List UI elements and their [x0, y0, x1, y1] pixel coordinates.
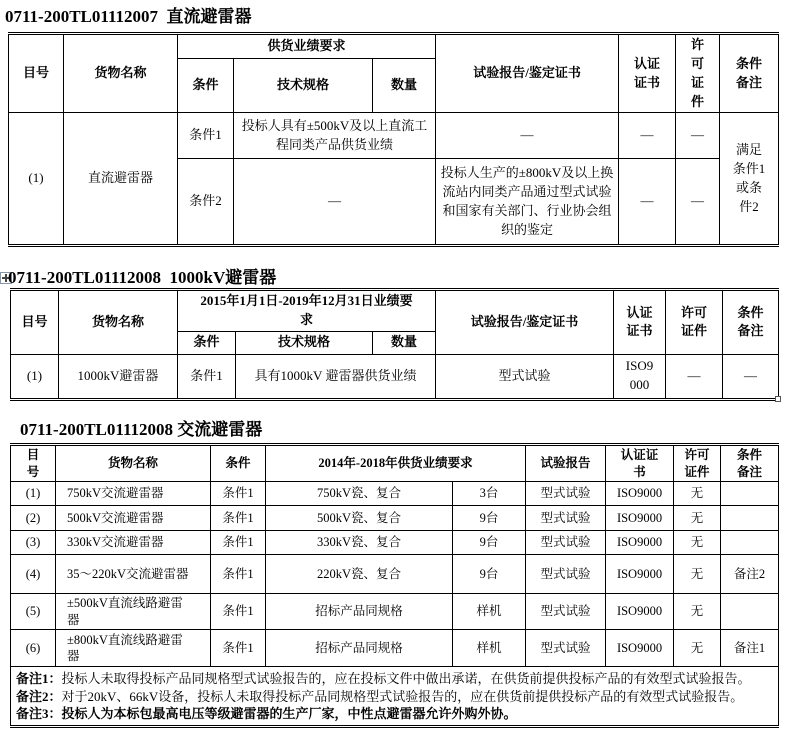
table-resize-handle-icon[interactable] — [775, 396, 781, 402]
cell-condition: 条件1 — [178, 354, 236, 399]
cell-goods-name: ±800kV直流线路避雷器 — [56, 630, 211, 667]
note-2 — [16, 688, 774, 706]
cell-spec: 招标产品同规格 — [266, 594, 453, 630]
header-quantity: 数量 — [373, 58, 436, 112]
cell-qty: 9台 — [453, 555, 526, 594]
header-test-report: 试验报告 — [526, 445, 606, 482]
cell-spec: 220kV瓷、复合 — [266, 555, 453, 594]
cell-certificate: ISO9000 — [606, 594, 674, 630]
table-1000kv-arrester — [10, 288, 779, 401]
cell-cond2-license: — — [676, 159, 720, 246]
cell-spec: 具有1000kV 避雷器供货业绩 — [236, 354, 436, 399]
header-quantity: 数量 — [373, 331, 436, 354]
cell-cond1-spec: 投标人具有±500kV及以上直流工程同类产品供货业绩 — [234, 113, 436, 159]
header-certificate: 认证证书 — [614, 290, 666, 355]
cell-cond2-certificate: — — [619, 159, 676, 246]
cell-qty: 3台 — [453, 482, 526, 506]
header-supply-group: 供货业绩要求 — [178, 34, 436, 59]
header-item-no: 目号 — [11, 290, 59, 355]
cell-item-no: (2) — [11, 506, 56, 531]
table-row — [11, 506, 779, 531]
cell-license: 无 — [674, 506, 721, 531]
cell-goods-name: 500kV交流避雷器 — [56, 506, 211, 531]
cell-remark: — — [723, 354, 779, 399]
note-3-text: 投标人为本标包最高电压等级避雷器的生产厂家，中性点避雷器允许外购外协。 — [61, 706, 517, 721]
cell-item-no: (5) — [11, 594, 56, 630]
cell-qty: 9台 — [453, 506, 526, 531]
cell-condition2: 条件2 — [178, 159, 234, 246]
section3-title: 0711-200TL01112008 交流避雷器 — [20, 420, 263, 439]
cell-test-report: 型式试验 — [526, 531, 606, 555]
cell-condition: 条件1 — [211, 630, 266, 667]
note-1 — [16, 670, 774, 688]
header-goods-name: 货物名称 — [64, 34, 178, 113]
cell-certificate: ISO9000 — [606, 506, 674, 531]
note-2-text: 对于20kV、66kV设备，投标人未取得投标产品同规格型式试验报告的，应在供货前提供投标产品的有效型式试验报告。 — [61, 688, 744, 704]
note-1-label: 备注1： — [16, 671, 62, 686]
header-license: 许可证件 — [666, 290, 723, 355]
header-license: 许可证件 — [674, 445, 721, 482]
cell-remark: 备注2 — [721, 555, 779, 594]
section2-title: 0711-200TL01112008 1000kV避雷器 — [8, 268, 277, 287]
header-item-no: 目号 — [11, 445, 56, 482]
cell-test-report: 型式试验 — [526, 506, 606, 531]
note-2-label: 备注2： — [16, 688, 62, 704]
cell-license: 无 — [674, 555, 721, 594]
cell-spec: 330kV瓷、复合 — [266, 531, 453, 555]
cell-condition: 条件1 — [211, 531, 266, 555]
cell-item-no: (1) — [11, 354, 59, 399]
cell-license: 无 — [674, 482, 721, 506]
cell-condition: 条件1 — [211, 555, 266, 594]
header-goods-name: 货物名称 — [56, 445, 211, 482]
notes-cell — [11, 667, 779, 727]
table-ac-arrester — [10, 443, 779, 728]
cell-test-report: 型式试验 — [526, 555, 606, 594]
cell-spec: 750kV瓷、复合 — [266, 482, 453, 506]
header-item-no: 目号 — [9, 34, 64, 113]
cell-goods-name: ±500kV直流线路避雷器 — [56, 594, 211, 630]
table-row — [11, 354, 779, 399]
cell-goods-name: 35～220kV交流避雷器 — [56, 555, 211, 594]
cell-test-report: 型式试验 — [436, 354, 614, 399]
header-remark: 条件备注 — [720, 34, 779, 113]
cell-spec: 500kV瓷、复合 — [266, 506, 453, 531]
note-3 — [16, 705, 774, 723]
header-supply-group: 2015年1月1日-2019年12月31日业绩要求 — [178, 290, 436, 332]
cell-cond1-license: — — [676, 113, 720, 159]
cell-goods-name: 直流避雷器 — [64, 113, 178, 246]
cell-condition: 条件1 — [211, 506, 266, 531]
cell-test-report: 型式试验 — [526, 594, 606, 630]
header-license: 许可证件 — [676, 34, 720, 113]
table-dc-arrester — [8, 32, 779, 247]
cell-condition: 条件1 — [211, 594, 266, 630]
cell-item-no: (3) — [11, 531, 56, 555]
cell-remark: 满足条件1或条件2 — [720, 113, 779, 246]
cell-item-no: (1) — [9, 113, 64, 246]
header-certificate: 认证证书 — [619, 34, 676, 113]
header-test-report: 试验报告/鉴定证书 — [436, 290, 614, 355]
table-row — [11, 594, 779, 630]
table-row — [11, 555, 779, 594]
cell-license: — — [666, 354, 723, 399]
cell-certificate: ISO9000 — [606, 630, 674, 667]
cell-goods-name: 330kV交流避雷器 — [56, 531, 211, 555]
header-goods-name: 货物名称 — [59, 290, 178, 355]
cell-item-no: (4) — [11, 555, 56, 594]
note-3-label: 备注3： — [16, 706, 62, 721]
header-tech-spec: 技术规格 — [236, 331, 373, 354]
notes-row — [11, 667, 779, 727]
cell-cond1-certificate: — — [619, 113, 676, 159]
note-1-text: 投标人未取得投标产品同规格型式试验报告的，应在投标文件中做出承诺，在供货前提供投标产品的有效型式试验报告。 — [61, 671, 751, 686]
cell-certificate: ISO9000 — [606, 555, 674, 594]
cell-qty: 样机 — [453, 630, 526, 667]
header-remark: 条件备注 — [723, 290, 779, 355]
header-condition: 条件 — [178, 331, 236, 354]
cell-goods-name: 1000kV避雷器 — [59, 354, 178, 399]
table-row — [11, 630, 779, 667]
cell-item-no: (6) — [11, 630, 56, 667]
header-test-report: 试验报告/鉴定证书 — [436, 34, 619, 113]
cell-remark: 备注1 — [721, 630, 779, 667]
cell-remark — [721, 531, 779, 555]
section1-title: 0711-200TL01112007 直流避雷器 — [5, 7, 252, 26]
cell-remark — [721, 594, 779, 630]
cell-qty: 样机 — [453, 594, 526, 630]
table-row — [11, 531, 779, 555]
table-row — [9, 113, 779, 159]
cell-certificate: ISO9000 — [614, 354, 666, 399]
cell-cond2-test-report: 投标人生产的±800kV及以上换流站内同类产品通过型式试验和国家有关部门、行业协会组织的鉴定 — [436, 159, 619, 246]
cell-license: 无 — [674, 594, 721, 630]
cell-cond2-spec: — — [234, 159, 436, 246]
cell-test-report: 型式试验 — [526, 630, 606, 667]
cell-goods-name: 750kV交流避雷器 — [56, 482, 211, 506]
header-condition: 条件 — [211, 445, 266, 482]
cell-spec: 招标产品同规格 — [266, 630, 453, 667]
header-condition: 条件 — [178, 58, 234, 112]
cell-qty: 9台 — [453, 531, 526, 555]
cell-test-report: 型式试验 — [526, 482, 606, 506]
header-tech-spec: 技术规格 — [234, 58, 373, 112]
header-remark: 条件备注 — [721, 445, 779, 482]
cell-remark — [721, 506, 779, 531]
table-row — [11, 482, 779, 506]
cell-cond1-test-report: — — [436, 113, 619, 159]
header-supply-group: 2014年-2018年供货业绩要求 — [266, 445, 526, 482]
move-cross-vertical — [5, 274, 7, 282]
cell-license: 无 — [674, 531, 721, 555]
cell-license: 无 — [674, 630, 721, 667]
cell-item-no: (1) — [11, 482, 56, 506]
cell-certificate: ISO9000 — [606, 531, 674, 555]
cell-certificate: ISO9000 — [606, 482, 674, 506]
cell-remark — [721, 482, 779, 506]
header-certificate: 认证证书 — [606, 445, 674, 482]
cell-condition: 条件1 — [211, 482, 266, 506]
cell-condition1: 条件1 — [178, 113, 234, 159]
